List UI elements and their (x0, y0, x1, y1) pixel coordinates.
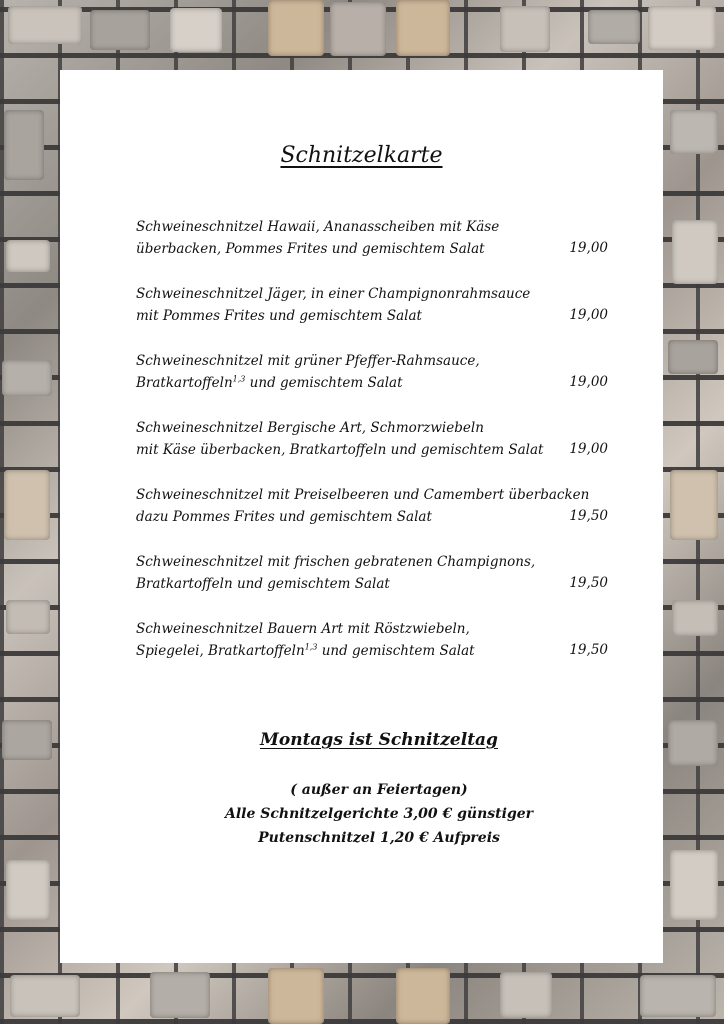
allergen-footnote: 1,3 (304, 642, 318, 652)
item-line: Schweineschnitzel Bergische Art, Schmorzwiebeln (136, 420, 484, 436)
special-note: ( außer an Feiertagen) (290, 782, 468, 798)
stone (6, 600, 50, 634)
stone (648, 6, 716, 50)
item-line: dazu Pommes Frites und gemischtem Salat (136, 509, 432, 525)
special-note: Alle Schnitzelgerichte 3,00 € günstiger (224, 806, 534, 822)
item-line: überbacken, Pommes Frites und gemischtem Salat (136, 241, 485, 257)
menu-item (136, 551, 608, 595)
stone (170, 8, 222, 52)
item-line: Schweineschnitzel mit frischen gebratenen Champignons, (136, 554, 536, 570)
stone (396, 0, 450, 56)
menu-item (136, 216, 608, 260)
menu-item (136, 417, 608, 461)
menu-paper (60, 70, 663, 963)
stone (6, 240, 50, 272)
menu-title: Schnitzelkarte (280, 143, 443, 168)
item-line: Schweineschnitzel mit Preiselbeeren und Camembert überbacken (136, 487, 590, 503)
stone (500, 972, 552, 1018)
stone (396, 968, 450, 1024)
menu-item (136, 350, 608, 394)
special-note: Putenschnitzel 1,20 € Aufpreis (258, 830, 500, 846)
stone (2, 360, 52, 396)
item-price: 19,00 (569, 307, 608, 323)
stone (10, 975, 80, 1017)
allergen-footnote: 1,3 (232, 374, 246, 384)
stone (672, 600, 718, 636)
item-line: Bratkartoffeln und gemischtem Salat (136, 576, 390, 592)
menu-item (136, 484, 608, 528)
stone (672, 220, 718, 284)
item-price: 19,00 (569, 441, 608, 457)
item-line: Schweineschnitzel Jäger, in einer Champignonrahmsauce (136, 286, 531, 302)
item-price: 19,50 (569, 575, 608, 591)
stone (268, 0, 324, 56)
stone (668, 340, 718, 374)
item-line: Spiegelei, Bratkartoffeln$^{1,3}$ und gemischtem Salat (136, 642, 475, 659)
stone (500, 6, 550, 52)
stone (588, 10, 640, 44)
item-line: Schweineschnitzel Hawaii, Ananasscheiben mit Käse (136, 219, 500, 235)
stone (2, 720, 52, 760)
stone (4, 470, 50, 540)
stone (4, 110, 44, 180)
stone (8, 6, 82, 44)
stone (90, 10, 150, 50)
item-line: mit Käse überbacken, Bratkartoffeln und gemischtem Salat (136, 442, 544, 458)
item-price: 19,00 (569, 374, 608, 390)
stone (670, 470, 718, 540)
menu-item (136, 618, 608, 662)
stone (268, 968, 324, 1024)
item-line: Schweineschnitzel mit grüner Pfeffer-Rahmsauce, (136, 353, 480, 369)
menu-item (136, 283, 608, 327)
stone (150, 972, 210, 1018)
item-price: 19,00 (569, 240, 608, 256)
item-line: Schweineschnitzel Bauern Art mit Röstzwiebeln, (136, 621, 470, 637)
stone (670, 110, 718, 154)
stone (670, 850, 718, 920)
item-line: Bratkartoffeln$^{1,3}$ und gemischtem Salat (136, 374, 403, 391)
stone (6, 860, 50, 920)
item-price: 19,50 (569, 642, 608, 658)
special-title: Montags ist Schnitzeltag (260, 730, 498, 750)
item-line: mit Pommes Frites und gemischtem Salat (136, 308, 422, 324)
stone (640, 975, 716, 1017)
stone (330, 2, 386, 56)
item-price: 19,50 (569, 508, 608, 524)
